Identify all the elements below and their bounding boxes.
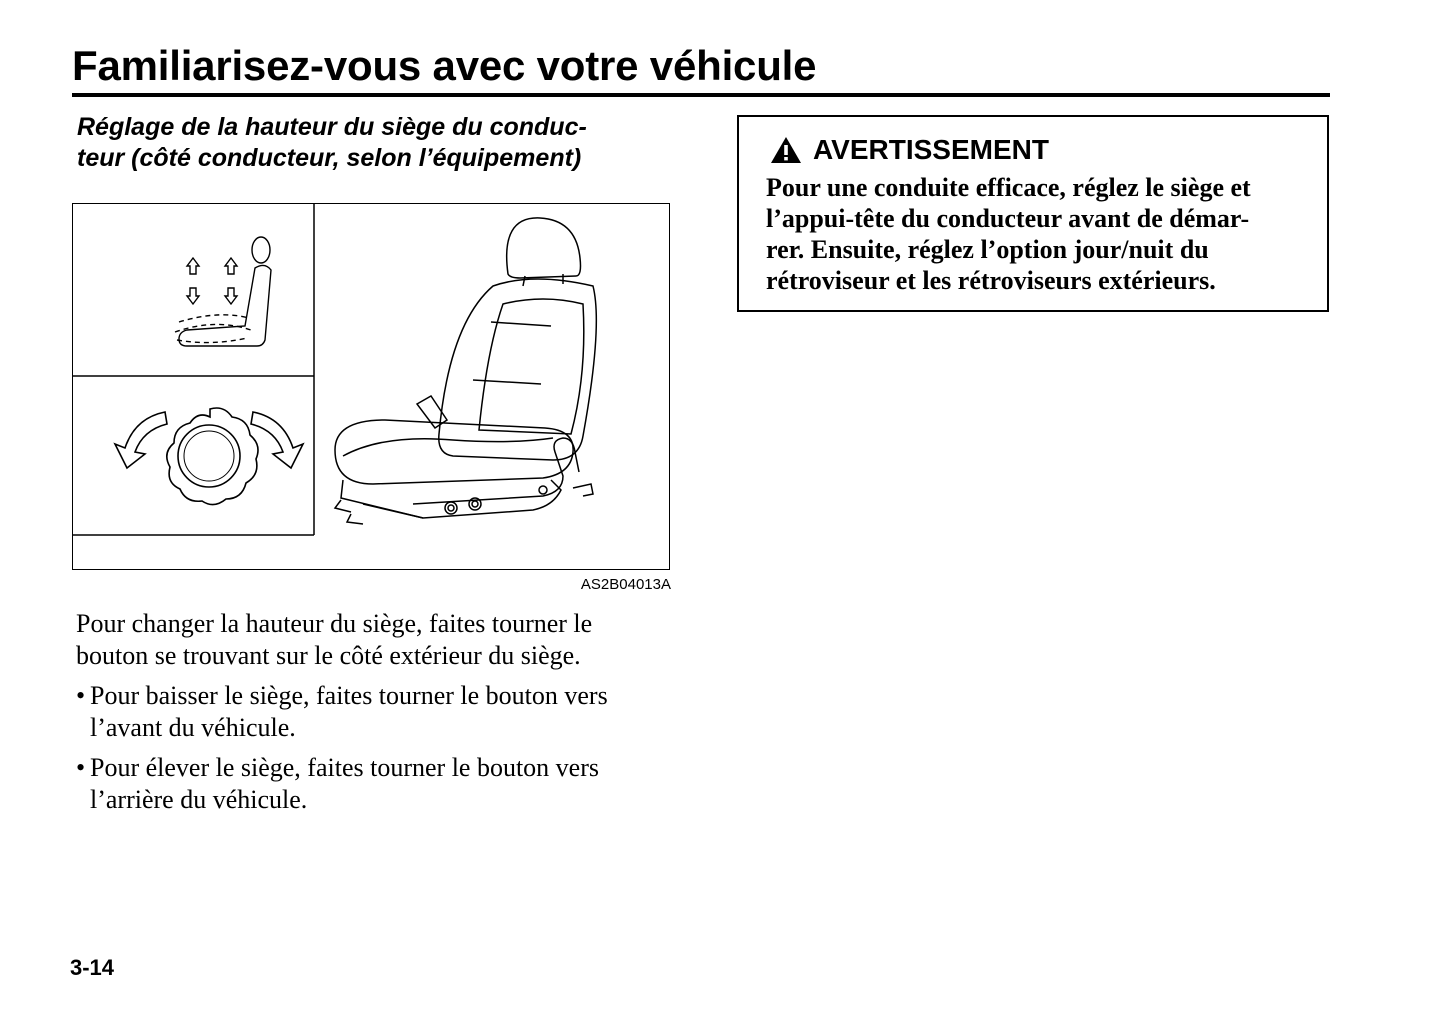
bullet-line: Pour baisser le siège, faites tourner le bouton vers: [90, 681, 608, 710]
warning-header: [769, 133, 1049, 167]
intro-paragraph: [76, 608, 676, 672]
bullet-icon: •: [76, 681, 86, 710]
bullet-line: l’avant du véhicule.: [90, 713, 296, 742]
seat-illustration-drawing: [73, 204, 671, 571]
warning-line: l’appui-tête du conducteur avant de démar-: [766, 204, 1250, 233]
bullet-item-lower: [76, 680, 676, 744]
warning-line: rer. Ensuite, réglez l’option jour/nuit du: [766, 235, 1209, 264]
seat-illustration: [72, 203, 670, 570]
bullet-line: Pour élever le siège, faites tourner le bouton vers: [90, 753, 599, 782]
intro-line: bouton se trouvant sur le côté extérieur du siège.: [76, 641, 581, 670]
warning-text: [766, 172, 1326, 296]
page-title: Familiarisez-vous avec votre véhicule: [72, 42, 817, 89]
section-heading-line: Réglage de la hauteur du siège du conduc-: [77, 113, 587, 141]
bullet-line: l’arrière du véhicule.: [90, 785, 308, 814]
warning-line: Pour une conduite efficace, réglez le siège et: [766, 173, 1251, 202]
bullet-item-raise: [76, 752, 676, 816]
intro-line: Pour changer la hauteur du siège, faites tourner le: [76, 609, 593, 638]
section-heading-line: teur (côté conducteur, selon l’équipement): [77, 144, 582, 172]
seat-height-icon: [175, 237, 271, 346]
warning-line: rétroviseur et les rétroviseurs extérieurs.: [766, 266, 1216, 295]
figure-code: AS2B04013A: [580, 576, 671, 593]
rotary-knob-icon: [115, 408, 303, 505]
bullet-icon: •: [76, 753, 86, 782]
section-heading: [77, 112, 677, 174]
driver-seat-icon: [335, 218, 596, 524]
warning-triangle-icon: [769, 135, 803, 165]
page-number: 3-14: [70, 955, 115, 980]
title-rule: [72, 93, 1330, 97]
warning-box: [737, 115, 1329, 312]
warning-title: AVERTISSEMENT: [813, 134, 1049, 165]
